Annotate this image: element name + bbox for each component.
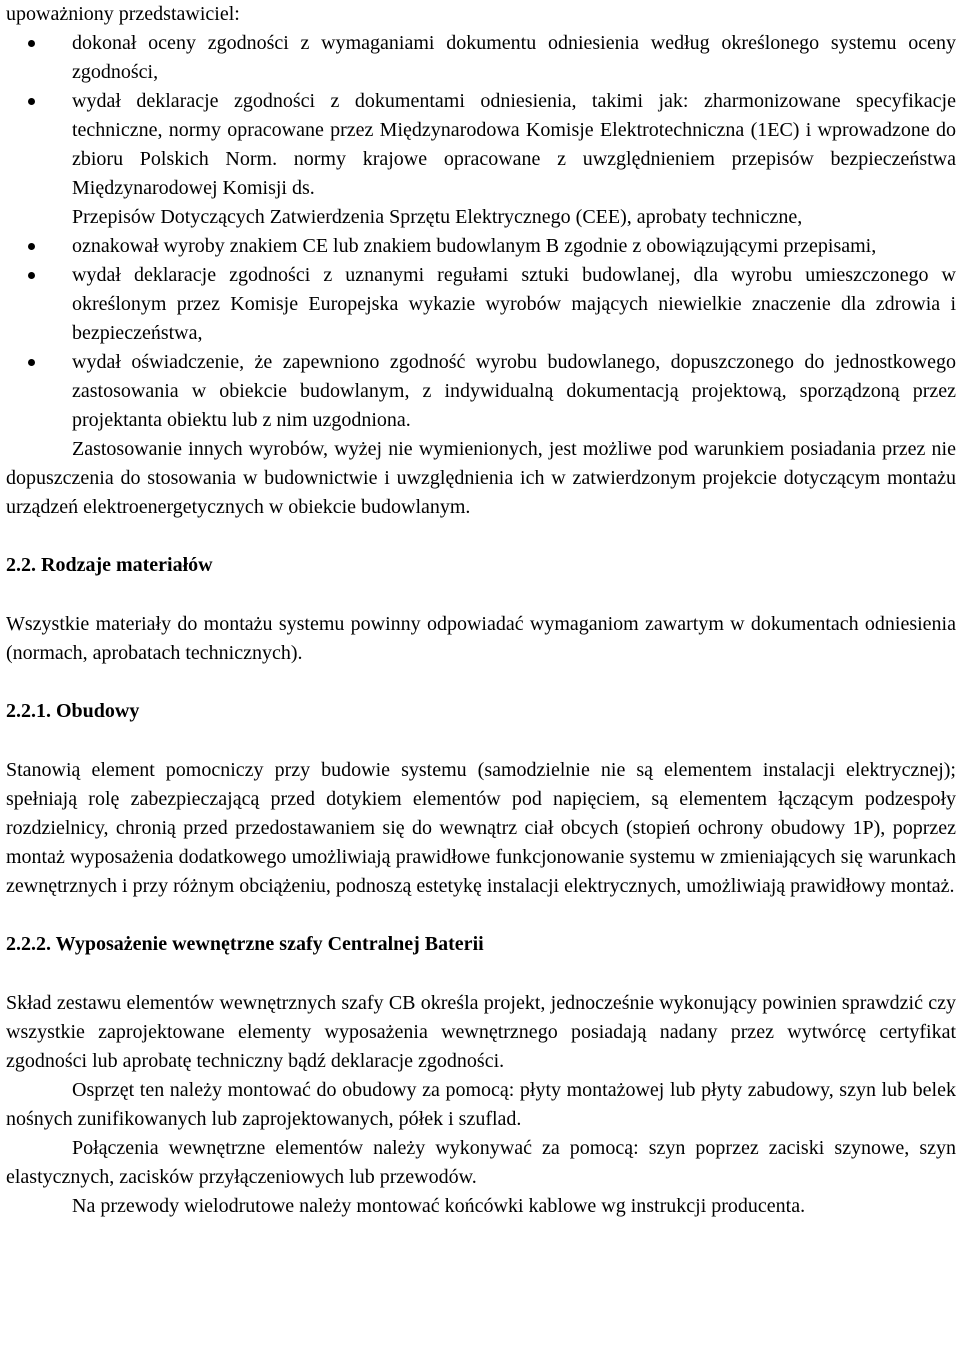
list-item-text: dokonał oceny zgodności z wymaganiami dokumentu odniesienia według określonego systemu oceny zgodności, — [72, 32, 956, 83]
section-2-2-2-paragraph: Osprzęt ten należy montować do obudowy za pomocą: płyty montażowej lub płyty zabudowy, szyn lub belek nośnych zunifikowanych lub zaprojektowanych, półek i szuflad. — [6, 1079, 956, 1130]
list-item — [6, 232, 956, 261]
spacer — [6, 522, 956, 551]
intro-line: upoważniony przedstawiciel: — [6, 3, 240, 25]
list-item — [6, 87, 956, 203]
list-item-text: wydał deklaracje zgodności z dokumentami odniesienia, takimi jak: zharmonizowane specyfikacje techniczne, normy opracowane przez Międzynarodowa Komisje Elektrotechniczna (1EC) i wprowadzone do zbioru Polskich Norm. normy krajowe opracowane z uwzględnieniem przepisów bezpieczeństwa Międzynarodowej Komisji ds. — [72, 90, 956, 199]
section-2-2-text: Wszystkie materiały do montażu systemu powinny odpowiadać wymaganiom zawartym w dokumentach odniesienia (normach, aprobatach technicznych). — [6, 613, 956, 664]
bullet-icon — [28, 98, 35, 105]
spacer — [6, 668, 956, 697]
spacer — [6, 959, 956, 989]
list-item-text: wydał oświadczenie, że zapewniono zgodność wyrobu budowlanego, dopuszczonego do jednostkowego zastosowania w obiekcie budowlanym, z indywidualną dokumentacją projektową, sporządzoną przez projektanta obiektu lub z nim uzgodniona. — [72, 351, 956, 431]
bullet-icon — [28, 359, 35, 366]
bullet-icon — [28, 272, 35, 279]
list-continuation: Przepisów Dotyczących Zatwierdzenia Sprzętu Elektrycznego (CEE), aprobaty techniczne, — [72, 206, 803, 228]
spacer — [6, 726, 956, 756]
section-2-2-2-paragraph: Połączenia wewnętrzne elementów należy wykonywać za pomocą: szyn poprzez zaciski szynowe, szyn elastycznych, zacisków przyłączeniowych lub przewodów. — [6, 1137, 956, 1188]
section-2-2-2-paragraph: Na przewody wielodrutowe należy montować końcówki kablowe wg instrukcji producenta. — [72, 1195, 806, 1217]
section-2-2-2-paragraph: Skład zestawu elementów wewnętrznych szafy CB określa projekt, jednocześnie wykonujący powinien sprawdzić czy wszystkie zaprojektowane elementy wyposażenia wewnętrznego posiadają nadany przez wytwórcę certyfikat zgodności lub aprobatę techniczny bądź deklaracje zgodności. — [6, 992, 956, 1072]
requirements-list-top — [6, 29, 956, 203]
section-heading-2-2: 2.2. Rodzaje materiałów — [6, 554, 213, 576]
bullet-icon — [28, 40, 35, 47]
list-item — [6, 261, 956, 348]
paragraph-zastosowanie: Zastosowanie innych wyrobów, wyżej nie wymienionych, jest możliwe pod warunkiem posiadania przez nie dopuszczenia do stosowania w budownictwie i uwzględnienia ich w zatwierdzonym projekcie dotyczącym montażu urządzeń elektroenergetycznych w obiekcie budowlanym. — [6, 438, 956, 518]
list-item-text: oznakował wyroby znakiem CE lub znakiem budowlanym B zgodnie z obowiązującymi przepisami, — [72, 235, 877, 257]
list-item-text: wydał deklaracje zgodności z uznanymi regułami sztuki budowlanej, dla wyrobu umieszczonego w określonym przez Komisje Europejska wykazie wyrobów mających niewielkie znaczenie dla zdrowia i bezpieczeństwa, — [72, 264, 956, 344]
list-item — [6, 348, 956, 435]
spacer — [6, 901, 956, 930]
bullet-icon — [28, 243, 35, 250]
spacer — [6, 580, 956, 610]
list-item — [6, 29, 956, 87]
requirements-list-bottom — [6, 232, 956, 435]
section-heading-2-2-1: 2.2.1. Obudowy — [6, 700, 140, 722]
section-2-2-1-text: Stanowią element pomocniczy przy budowie systemu (samodzielnie nie są elementem instalacji elektrycznej); spełniają rolę zabezpieczającą przed dotykiem elementów pod napięciem, są elementem łączącym podzespoły rozdzielnicy, chronią przed przedostawaniem się do wewnątrz ciał obcych (stopień ochrony obudowy 1P), poprzez montaż wyposażenia dodatkowego umożliwiają prawidłowe funkcjonowanie systemu w zmieniających się warunkach zewnętrznych i przy różnym obciążeniu, podnoszą estetykę instalacji elektrycznych, umożliwiają prawidłowy montaż. — [6, 759, 956, 897]
section-heading-2-2-2: 2.2.2. Wyposażenie wewnętrzne szafy Centralnej Baterii — [6, 933, 484, 955]
document-page — [6, 0, 956, 1221]
